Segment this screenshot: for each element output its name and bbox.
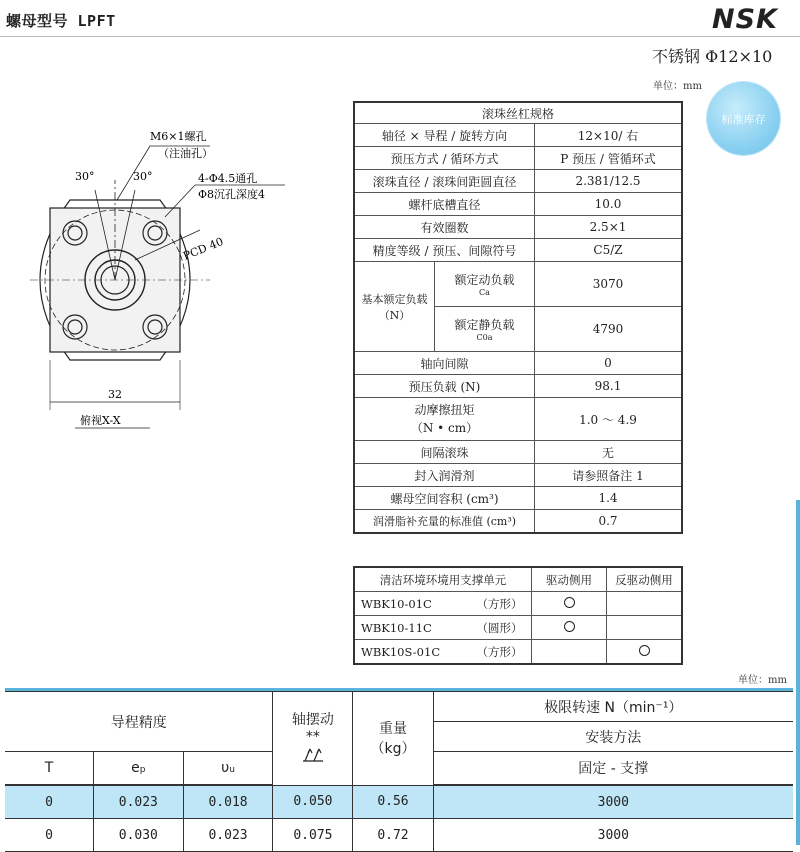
check-circle-icon bbox=[564, 597, 575, 608]
dyn-load-value: 3070 bbox=[535, 262, 683, 307]
table-row: 封入润滑剂 请参照备注 1 bbox=[354, 464, 682, 487]
label-m6: M6×1螺孔 bbox=[150, 130, 207, 143]
header-divider bbox=[0, 36, 800, 37]
angle-right: 30° bbox=[133, 170, 153, 183]
angle-left: 30° bbox=[75, 170, 95, 183]
nsk-logo: NSK bbox=[712, 4, 778, 35]
accent-edge-bar bbox=[796, 500, 800, 845]
table-row: 滚珠直径 / 滚珠间距圆直径 2.381/12.5 bbox=[354, 170, 682, 193]
table-row bbox=[354, 398, 682, 441]
load-group-cell: 基本额定负载 （N） bbox=[354, 262, 435, 352]
support-header-anti: 反驱动侧用 bbox=[607, 567, 683, 592]
table-row bbox=[354, 262, 682, 307]
weight-header: 重量 （kg） bbox=[353, 692, 433, 786]
check-circle-icon bbox=[639, 645, 650, 656]
runout-header: 轴摆动 ** bbox=[273, 692, 353, 786]
table-row: 螺母空间容积 (cm³) 1.4 bbox=[354, 487, 682, 510]
table-row: WBK10-01C （方形） bbox=[354, 592, 682, 616]
page-title: 螺母型号 LPFT bbox=[6, 12, 116, 30]
torque-label: 动摩擦扭矩 （N • cm） bbox=[354, 398, 535, 441]
table-row: 间隔滚珠 无 bbox=[354, 441, 682, 464]
support-header-name: 清洁环境环境用支撑单元 bbox=[354, 567, 532, 592]
dyn-load-label: 额定动负载 Ca bbox=[435, 262, 535, 307]
view-label: 俯视X-X bbox=[80, 414, 121, 427]
table-row: 润滑脂补充量的标准值 (cm³) 0.7 bbox=[354, 510, 682, 534]
table-row: 轴向间隙 0 bbox=[354, 352, 682, 375]
hole-spec: 4-Φ4.5通孔 bbox=[198, 172, 258, 185]
counterbore: Φ8沉孔深度4 bbox=[198, 188, 266, 201]
stock-badge: 标准库存 bbox=[707, 82, 780, 155]
mount-header: 安装方法 bbox=[433, 722, 793, 752]
stat-load-value: 4790 bbox=[535, 307, 683, 352]
spec-heading: 滚珠丝杠规格 bbox=[354, 102, 682, 124]
table-row: 0 0.030 0.023 0.075 0.72 3000 bbox=[5, 819, 793, 852]
table-row: 预压负载 (N) 98.1 bbox=[354, 375, 682, 398]
performance-table bbox=[5, 691, 793, 852]
pcd-label: PCD 40 bbox=[181, 234, 226, 263]
unit-label-top: 单位：mm bbox=[653, 81, 702, 92]
stat-load-label: 额定静负载 C0a bbox=[435, 307, 535, 352]
col-ep: ep bbox=[93, 752, 183, 786]
width-dim: 32 bbox=[108, 388, 122, 401]
table-row: 精度等级 / 预压、间隙符号 C5/Z bbox=[354, 239, 682, 262]
col-T: T bbox=[5, 752, 93, 786]
performance-table-wrapper bbox=[5, 688, 793, 852]
nut-drawing bbox=[20, 120, 340, 440]
mount-type: 固定 - 支撑 bbox=[433, 752, 793, 786]
table-row: WBK10-11C （圆形） bbox=[354, 616, 682, 640]
torque-value: 1.0 ～ 4.9 bbox=[535, 398, 683, 441]
table-row: 轴径 × 导程 / 旋转方向 12×10/ 右 bbox=[354, 124, 682, 147]
speed-header: 极限转速 N（min⁻¹） bbox=[433, 692, 793, 722]
spec-table bbox=[353, 101, 683, 534]
runout-symbol-icon bbox=[302, 745, 324, 763]
label-oil: （注油孔） bbox=[158, 147, 213, 160]
table-row: 有效圈数 2.5×1 bbox=[354, 216, 682, 239]
product-subtitle: 不锈钢 Φ12×10 bbox=[652, 47, 773, 66]
check-circle-icon bbox=[564, 621, 575, 632]
support-header-drive: 驱动侧用 bbox=[532, 567, 607, 592]
table-row: 0 0.023 0.018 0.050 0.56 3000 bbox=[5, 785, 793, 819]
table-row: 螺杆底槽直径 10.0 bbox=[354, 193, 682, 216]
unit-label-bottom: 单位：mm bbox=[738, 675, 787, 686]
col-vu: υu bbox=[183, 752, 273, 786]
table-row: 预压方式 / 循环方式 P 预压 / 管循环式 bbox=[354, 147, 682, 170]
table-row: WBK10S-01C （方形） bbox=[354, 640, 682, 665]
lead-accuracy-header: 导程精度 bbox=[5, 692, 273, 752]
support-unit-table bbox=[353, 566, 683, 665]
